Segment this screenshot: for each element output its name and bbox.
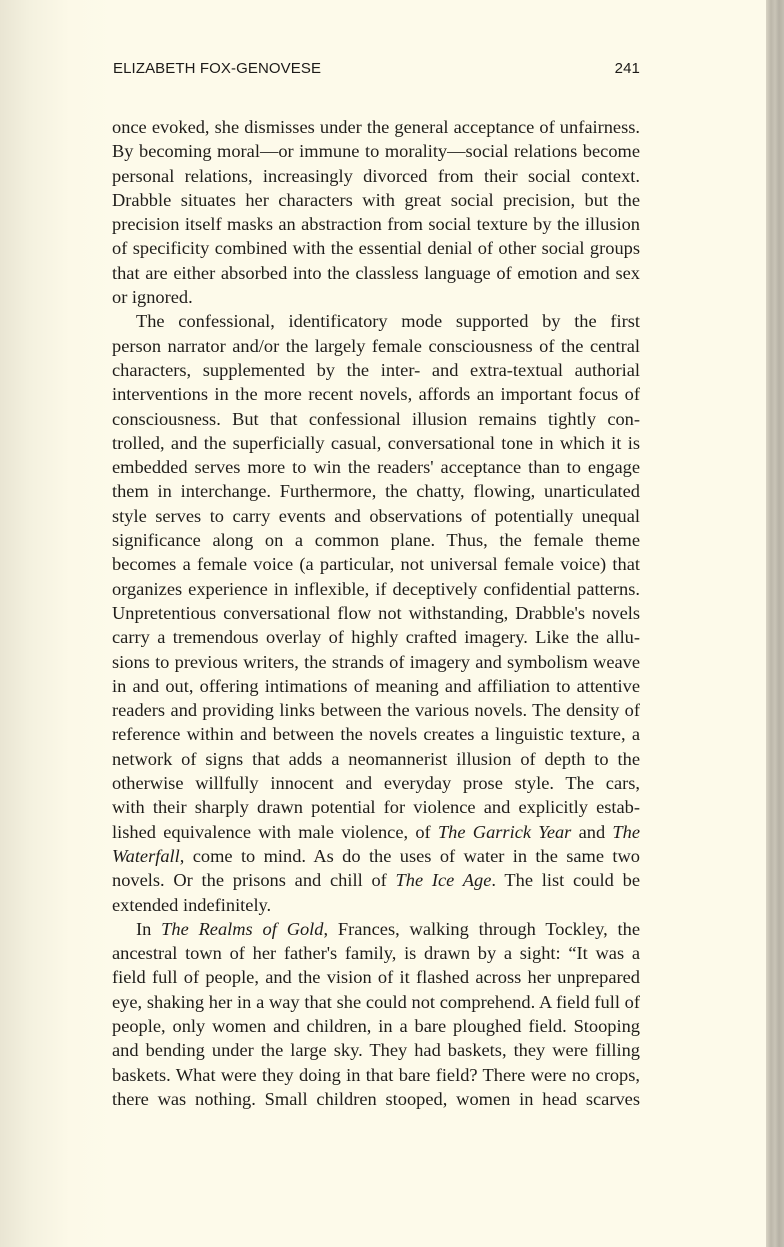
- text-line: field full of people, and the vision of it flashed across her unprepared: [112, 967, 640, 988]
- text-line: or ignored.: [112, 287, 193, 308]
- book-title: The Garrick Year: [437, 821, 572, 842]
- page-edge: [766, 0, 784, 1247]
- book-title: The: [612, 821, 641, 842]
- text-line: becomes a female voice (a particular, not universal female voice) that: [112, 554, 640, 575]
- text-line: readers and providing links between the various novels. The density of: [112, 700, 640, 721]
- text-line: ancestral town of her father's family, is drawn by a sight: “It was a: [112, 943, 640, 964]
- book-title: The Ice Age: [395, 870, 492, 891]
- text-line: reference within and between the novels creates a linguistic texture, a: [112, 724, 640, 745]
- text-line: eye, shaking her in a way that she could not comprehend. A field full of: [112, 991, 640, 1012]
- text-line: characters, supplemented by the inter- and extra-textual authorial: [112, 359, 640, 380]
- text-line: interventions in the more recent novels, affords an important focus of: [112, 384, 640, 405]
- text-line: and bending under the large sky. They had baskets, they were filling: [112, 1040, 640, 1061]
- text-line: precision itself masks an abstraction from social texture by the illusion: [112, 214, 640, 235]
- body-text: [112, 115, 640, 1111]
- text-line: otherwise willfully innocent and everyday prose style. The cars,: [112, 773, 640, 794]
- book-title: The Realms of Gold: [161, 918, 324, 939]
- text-line: style serves to carry events and observations of potentially unequal: [112, 505, 640, 526]
- text-line: once evoked, she dismisses under the general acceptance of unfairness.: [112, 117, 640, 137]
- text-line: trolled, and the superficially casual, conversational tone in which it is: [112, 432, 640, 453]
- text-line: personal relations, increasingly divorced from their social context.: [112, 165, 640, 186]
- text-line: them in interchange. Furthermore, the chatty, flowing, unarticulated: [112, 481, 640, 502]
- author-name: ELIZABETH FOX-GENOVESE: [113, 60, 322, 77]
- text-fragment: novels. Or the prisons and chill of: [112, 870, 396, 891]
- text-line: [112, 820, 640, 844]
- text-line: that are either absorbed into the classless language of emotion and sex: [112, 262, 640, 283]
- text-line: carry a tremendous overlay of highly crafted imagery. Like the allu-: [112, 627, 640, 648]
- text-fragment: , come to mind. As do the uses of water in the same two: [179, 845, 640, 866]
- text-line: significance along on a common plane. Thus, the female theme: [112, 530, 640, 551]
- text-line: extended indefinitely.: [112, 894, 272, 915]
- book-title: Waterfall: [112, 845, 180, 866]
- text-fragment: lished equivalence with male violence, of: [112, 821, 438, 842]
- text-line: of specificity combined with the essential denial of other social groups: [112, 238, 640, 259]
- text-line: sions to previous writers, the strands of imagery and symbolism weave: [112, 651, 640, 672]
- text-line: Unpretentious conversational flow not withstanding, Drabble's novels: [112, 602, 640, 623]
- text-fragment: In: [136, 918, 162, 939]
- text-line: Drabble situates her characters with great social precision, but the: [112, 189, 640, 210]
- text-fragment: and: [571, 821, 613, 842]
- text-line: baskets. What were they doing in that bare field? There were no crops,: [112, 1064, 640, 1085]
- text-line: people, only women and children, in a bare ploughed field. Stooping: [112, 1015, 640, 1036]
- text-fragment: . The list could be: [491, 870, 640, 891]
- text-line: there was nothing. Small children stooped, women in head scarves: [112, 1088, 640, 1109]
- text-line: [112, 868, 640, 892]
- page-number: 241: [614, 60, 640, 77]
- text-line: [112, 917, 640, 941]
- text-line: By becoming moral—or immune to morality—social relations become: [112, 141, 640, 162]
- text-line: with their sharply drawn potential for violence and explicitly estab-: [112, 797, 640, 818]
- text-line: person narrator and/or the largely female consciousness of the central: [112, 335, 640, 356]
- running-head: [113, 60, 640, 82]
- text-line: The confessional, identificatory mode supported by the first: [136, 311, 640, 332]
- text-line: network of signs that adds a neomannerist illusion of depth to the: [112, 748, 640, 769]
- text-line: in and out, offering intimations of meaning and affiliation to attentive: [112, 675, 640, 696]
- text-line: organizes experience in inflexible, if deceptively confidential patterns.: [112, 578, 640, 599]
- text-fragment: , Frances, walking through Tockley, the: [323, 918, 641, 939]
- text-line: consciousness. But that confessional illusion remains tightly con-: [112, 408, 640, 429]
- text-line: embedded serves more to win the readers' acceptance than to engage: [112, 457, 640, 478]
- text-line: [112, 844, 640, 868]
